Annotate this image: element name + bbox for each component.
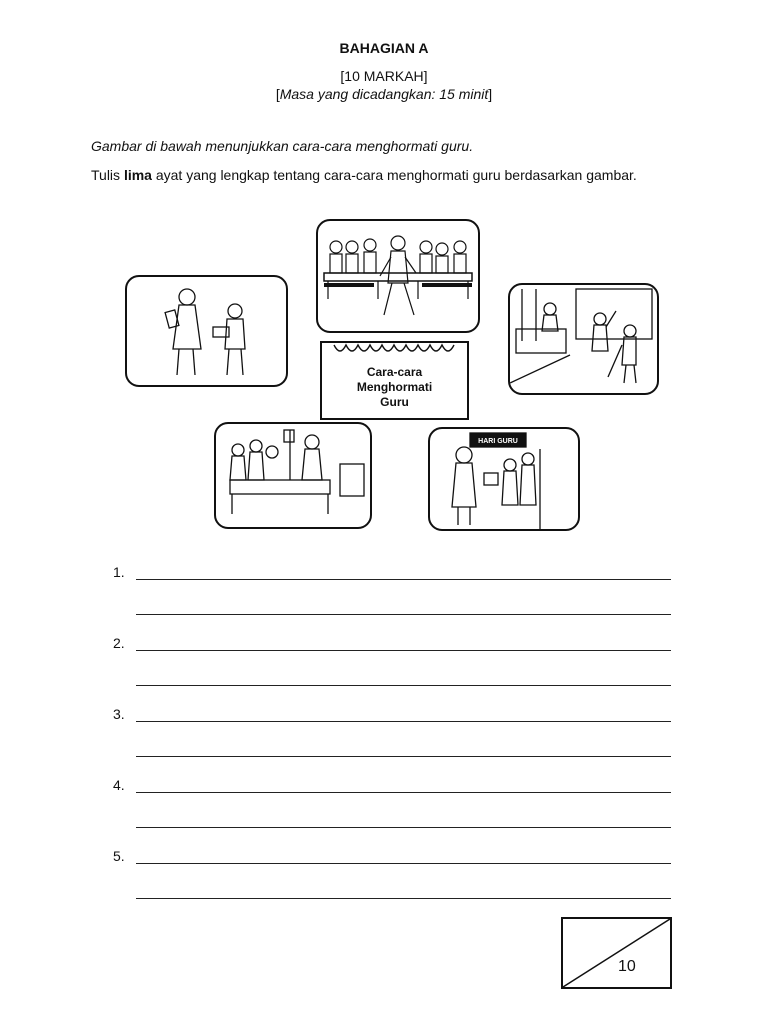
answer-line[interactable]	[136, 863, 671, 864]
answer-line[interactable]	[136, 650, 671, 651]
total-marks: 10	[618, 958, 636, 975]
scallop-border	[332, 343, 457, 357]
answer-line[interactable]	[136, 685, 671, 686]
picture-class-greeting	[316, 219, 480, 333]
answer-line[interactable]	[136, 721, 671, 722]
suggested-time: [Masa yang dicadangkan: 15 minit]	[275, 86, 493, 102]
answer-number: 4.	[113, 777, 125, 793]
answer-number: 2.	[113, 635, 125, 651]
gift-sign-text: HARI GURU	[478, 438, 518, 445]
picture-help-carry-books	[125, 275, 288, 387]
answer-line[interactable]	[136, 792, 671, 793]
answer-line[interactable]	[136, 898, 671, 899]
answer-line[interactable]	[136, 579, 671, 580]
answer-line[interactable]	[136, 614, 671, 615]
instruction-text: Tulis lima ayat yang lengkap tentang cara-cara menghormati guru berdasarkan gambar.	[91, 167, 637, 183]
answer-number: 5.	[113, 848, 125, 864]
answer-line[interactable]	[136, 756, 671, 757]
score-diagonal	[563, 919, 670, 987]
intro-text: Gambar di bawah menunjukkan cara-cara menghormati guru.	[91, 138, 474, 154]
section-title: BAHAGIAN A	[339, 40, 429, 56]
answer-number: 1.	[113, 564, 125, 580]
answer-number: 3.	[113, 706, 125, 722]
picture-teachers-day-gift	[428, 427, 580, 531]
picture-hospital-visit	[214, 422, 372, 529]
marks-label: [10 MARKAH]	[340, 68, 428, 84]
score-box	[561, 917, 672, 989]
topic-card	[320, 341, 469, 420]
topic-title: Cara-cara Menghormati Guru	[356, 365, 433, 409]
answer-line[interactable]	[136, 827, 671, 828]
picture-clean-classroom	[508, 283, 659, 395]
